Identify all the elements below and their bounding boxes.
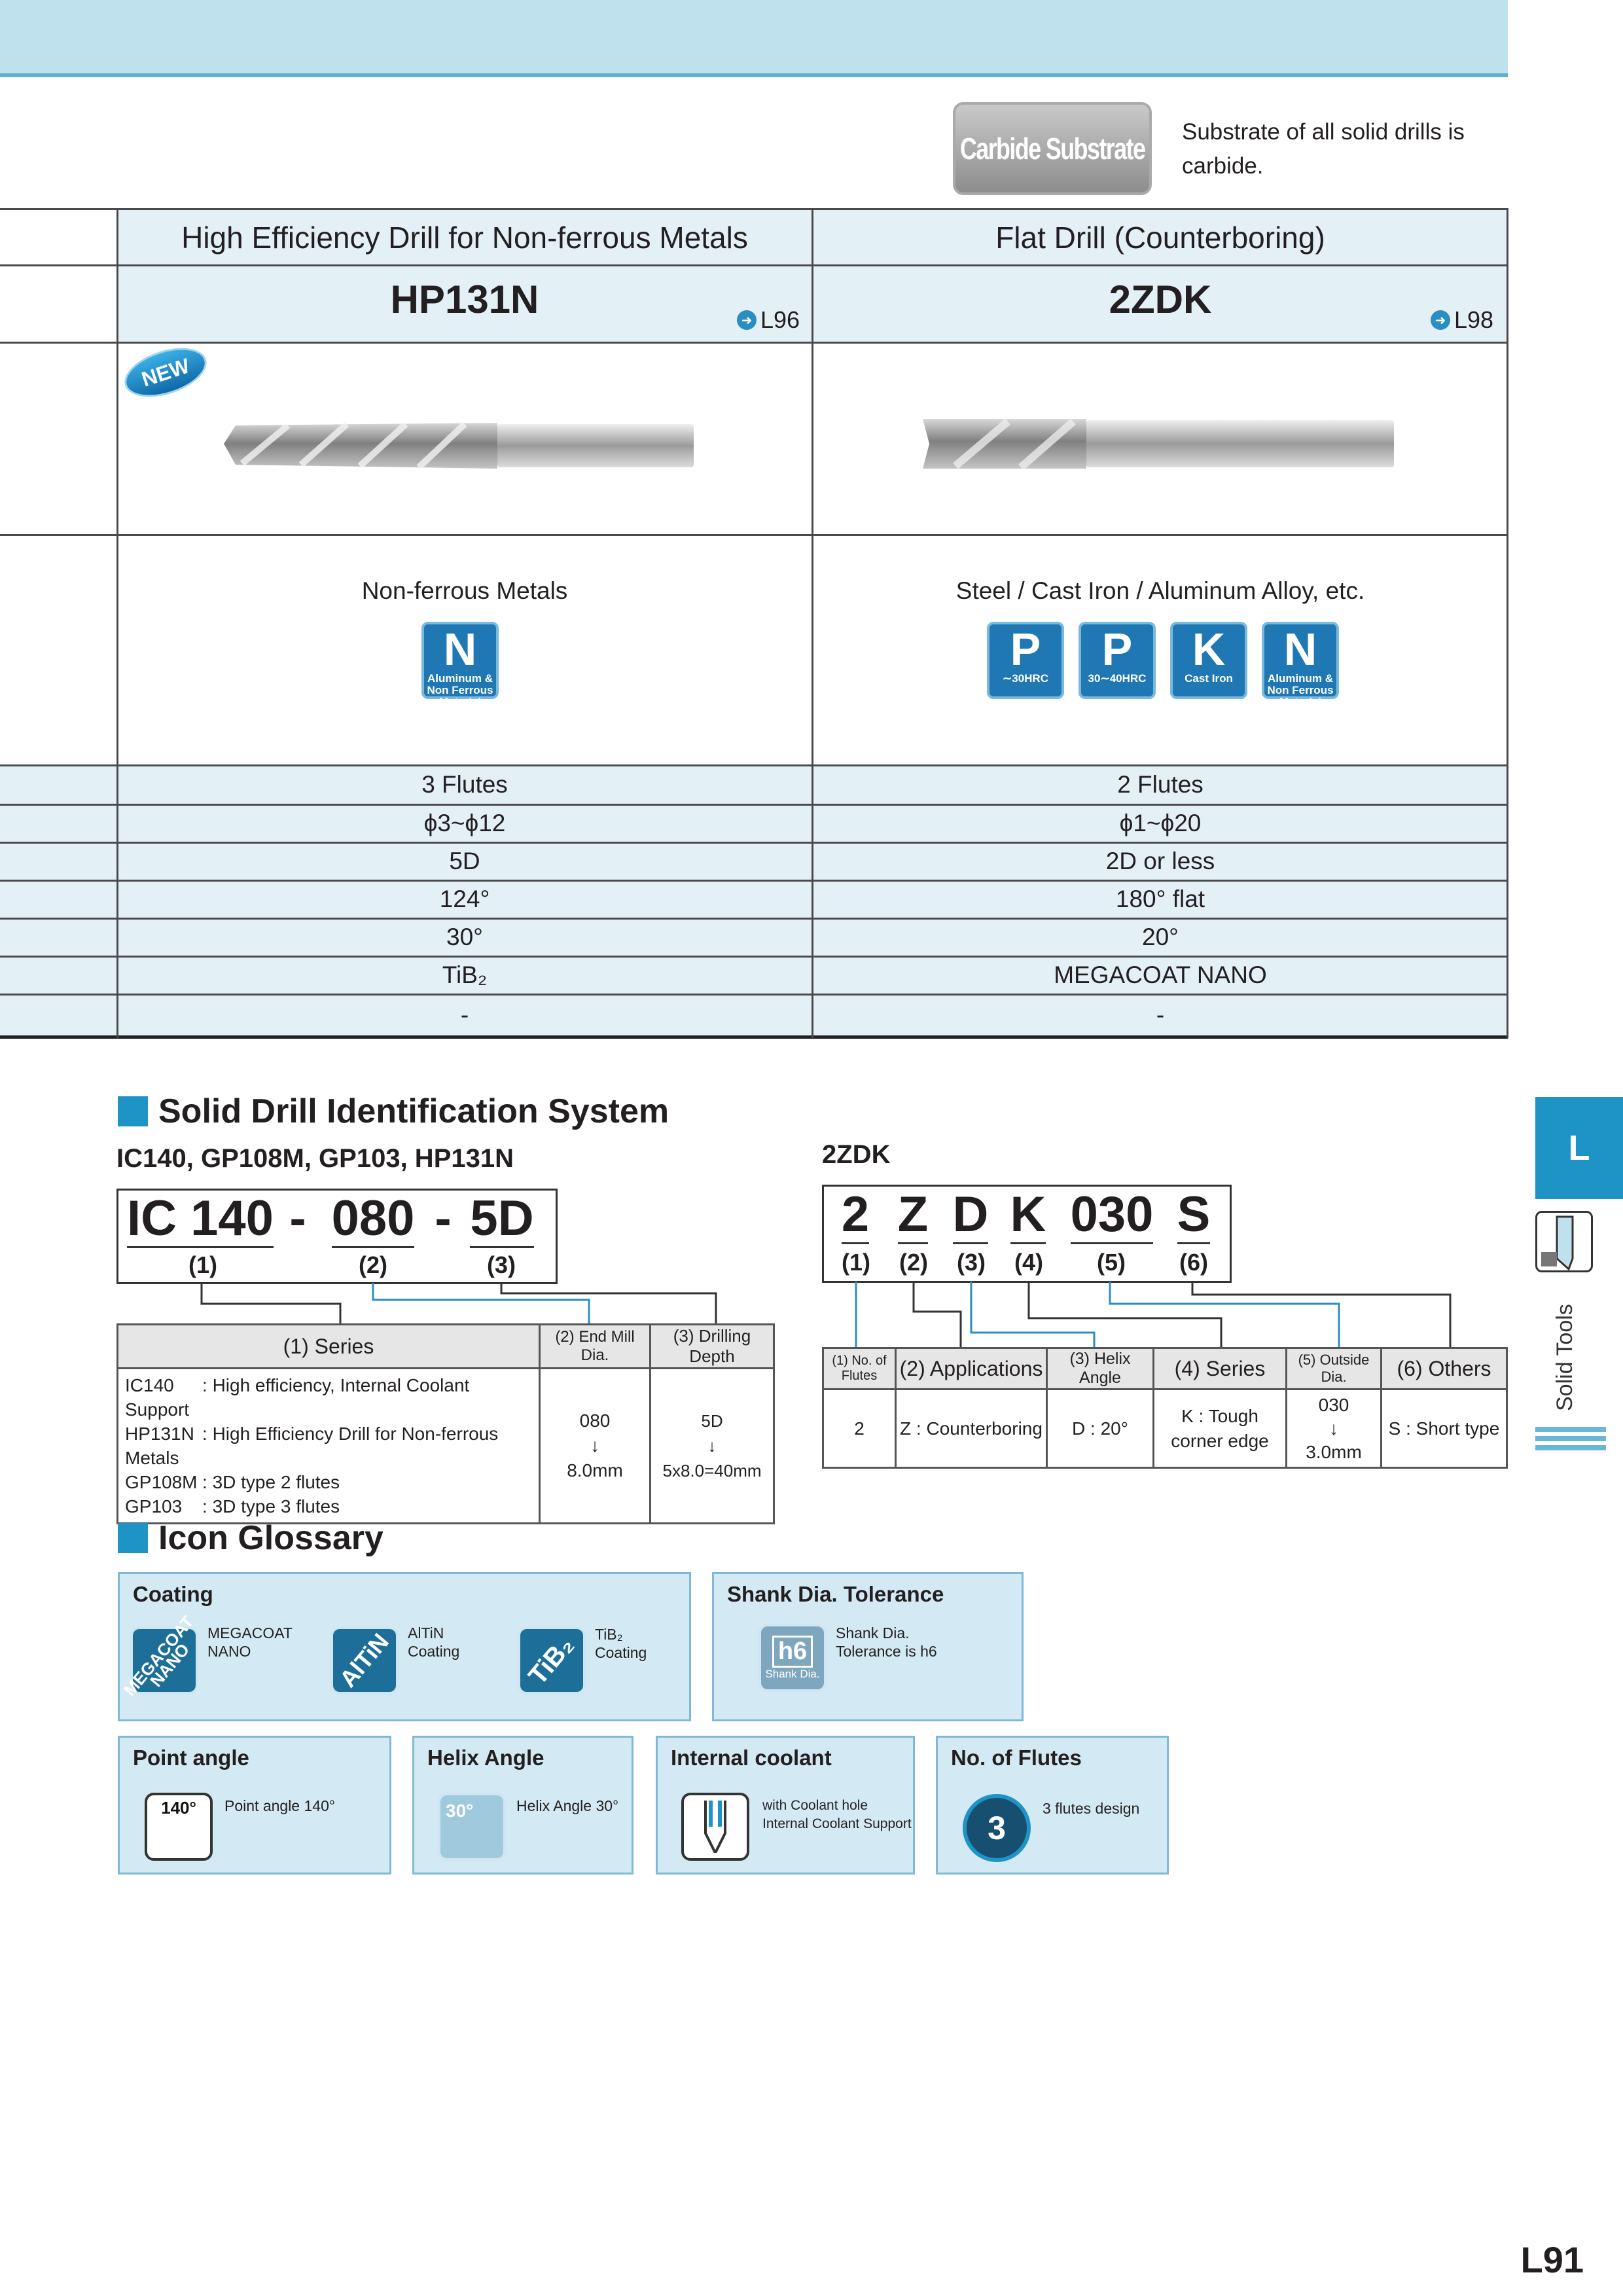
code-dash: - xyxy=(435,1191,452,1246)
code-num-2: (2) xyxy=(899,1249,928,1276)
arrow-right-icon: ➜ xyxy=(737,310,757,330)
page-number: L91 xyxy=(1520,2239,1584,2280)
material-n-icon: N Aluminum & Non Ferrous Material xyxy=(1262,622,1339,699)
col2-depth: 2D or less xyxy=(1105,848,1215,874)
dia-example: 080 ↓ 8.0mm xyxy=(540,1369,651,1524)
code-num-6: (6) xyxy=(1179,1249,1208,1276)
col1-title: High Efficiency Drill for Non-ferrous Metals xyxy=(181,220,748,255)
square-bullet-icon xyxy=(118,1096,148,1126)
series-row: HP131N : High Efficiency Drill for Non-ferrous Metals xyxy=(125,1424,499,1468)
col2-point-angle: 180° flat xyxy=(1115,886,1205,912)
material-k-icon: K Cast Iron xyxy=(1170,622,1247,699)
h6-shank-icon: h6 Shank Dia. xyxy=(758,1624,827,1692)
left-connectors xyxy=(116,1280,745,1326)
coating-glossary: Coating MEGACOAT NANO MEGACOAT NANO AlTiN AlTiN Coating TiB₂ TiB₂ Coating xyxy=(118,1572,691,1721)
code-num-3: (3) xyxy=(487,1251,516,1278)
code-flutes: 2 xyxy=(832,1186,878,1243)
code-num-4: (4) xyxy=(1014,1249,1043,1276)
col1-point-angle: 124° xyxy=(439,886,490,912)
top-band xyxy=(0,0,1508,77)
col1-diameter: ϕ3~ϕ12 xyxy=(423,810,506,836)
left-id-table: (1) Series (2) End Mill Dia. (3) Drilling Depth IC140 : High efficiency, Internal Coolant Support HP131N : High Efficiency Drill for Non-ferrous Metals GP108M : 3D type 2 flutes GP103 : 3D type 3 flutes 080 ↓ 8.0mm 5D ↓ 5x8.0=40mm xyxy=(116,1323,775,1524)
no-of-flutes-glossary: No. of Flutes 3 3 flutes design xyxy=(936,1736,1169,1874)
right-id-table: (1) No. of Flutes (2) Applications (3) Helix Angle (4) Series (5) Outside Dia. (6) Others 2 Z : Counterboring D : 20° K : Tough corner edge 030 ↓ 3.0mm S : Short type xyxy=(822,1347,1508,1469)
code-others: S xyxy=(1168,1186,1220,1243)
code-num-5: (5) xyxy=(1097,1249,1126,1276)
series-row: GP108M : 3D type 2 flutes xyxy=(125,1472,340,1492)
arrow-right-icon: ➜ xyxy=(1431,310,1450,330)
col2-title: Flat Drill (Counterboring) xyxy=(995,220,1325,255)
col2-ref-link[interactable]: ➜ L98 xyxy=(1431,306,1493,334)
depth-example: 5D ↓ 5x8.0=40mm xyxy=(651,1369,774,1524)
col1-depth: 5D xyxy=(449,848,480,874)
col1-flutes: 3 Flutes xyxy=(421,771,508,798)
code-num-1: (1) xyxy=(842,1249,870,1276)
coolant-hole-icon xyxy=(681,1793,749,1861)
point-angle-icon: 140° xyxy=(145,1793,213,1861)
code-series: IC 140 xyxy=(126,1190,275,1247)
col2-coolant: - xyxy=(1156,1001,1165,1028)
code-dia: 080 xyxy=(327,1190,419,1247)
substrate-note: Substrate of all solid drills is carbide. xyxy=(1182,119,1465,179)
col2-material-text: Steel / Cast Iron / Aluminum Alloy, etc. xyxy=(955,577,1365,604)
section-tab-l: L xyxy=(1535,1097,1623,1199)
point-angle-glossary: Point angle 140° Point angle 140° xyxy=(118,1736,391,1874)
code-num-2: (2) xyxy=(359,1251,387,1278)
helix-angle-icon: 30° xyxy=(438,1793,506,1861)
code-helix: D xyxy=(948,1186,993,1243)
code-series: K xyxy=(1005,1186,1051,1243)
megacoat-nano-icon: MEGACOAT NANO xyxy=(119,1611,198,1700)
code-num-3: (3) xyxy=(957,1249,986,1276)
id-system-heading: Solid Drill Identification System xyxy=(118,1092,669,1131)
series-row: IC140 : High efficiency, Internal Coolant Support xyxy=(125,1375,470,1420)
right-connectors xyxy=(822,1279,1509,1351)
material-p-icon: P ∼30HRC xyxy=(987,622,1064,699)
col2-diameter: ϕ1~ϕ20 xyxy=(1119,810,1202,836)
tib2-icon: TiB₂ xyxy=(518,1626,586,1695)
id-right-subtitle: 2ZDK xyxy=(822,1140,891,1169)
code-depth: 5D xyxy=(466,1190,538,1247)
solid-tools-label: Solid Tools xyxy=(1552,1304,1577,1411)
col1-coolant: - xyxy=(460,1001,469,1028)
helix-angle-glossary: Helix Angle 30° Helix Angle 30° xyxy=(412,1736,633,1874)
carbide-substrate-badge: Carbide Substrate xyxy=(953,102,1152,195)
code-num-1: (1) xyxy=(188,1251,217,1278)
col2-helix-angle: 20° xyxy=(1142,924,1179,950)
series-row: GP103 : 3D type 3 flutes xyxy=(125,1496,340,1516)
col1-model: HP131N xyxy=(390,277,539,321)
material-n-icon: N Aluminum & Non Ferrous Material xyxy=(421,622,499,699)
col1-coating: TiB₂ xyxy=(442,961,488,988)
2zdk-drill-image xyxy=(916,410,1400,475)
col1-helix-angle: 30° xyxy=(446,924,483,950)
col2-flutes: 2 Flutes xyxy=(1117,771,1204,798)
solid-tools-icon xyxy=(1535,1211,1593,1272)
icon-glossary-heading: Icon Glossary xyxy=(118,1518,383,1558)
square-bullet-icon xyxy=(118,1523,148,1553)
code-dash: - xyxy=(289,1191,306,1246)
hp131n-drill-image xyxy=(216,411,700,476)
three-flutes-icon: 3 xyxy=(963,1794,1031,1862)
new-badge: NEW xyxy=(118,339,213,406)
code-app: Z xyxy=(890,1186,936,1243)
id-left-subtitle: IC140, GP108M, GP103, HP131N xyxy=(116,1144,514,1173)
col2-coating: MEGACOAT NANO xyxy=(1054,961,1267,988)
material-p-icon: P 30∼40HRC xyxy=(1079,622,1156,699)
altin-icon: AlTiN xyxy=(330,1626,399,1695)
internal-coolant-glossary: Internal coolant with Coolant hole Internal Coolant Support xyxy=(656,1736,915,1874)
col1-material-text: Non-ferrous Metals xyxy=(361,577,568,604)
col2-model: 2ZDK xyxy=(1109,277,1212,321)
shank-tolerance-glossary: Shank Dia. Tolerance h6 Shank Dia. Shank Dia. Tolerance is h6 xyxy=(712,1572,1024,1721)
comparison-table xyxy=(0,208,1508,1039)
col1-ref-link[interactable]: ➜ L96 xyxy=(737,306,800,334)
code-outside-dia: 030 xyxy=(1064,1186,1160,1243)
